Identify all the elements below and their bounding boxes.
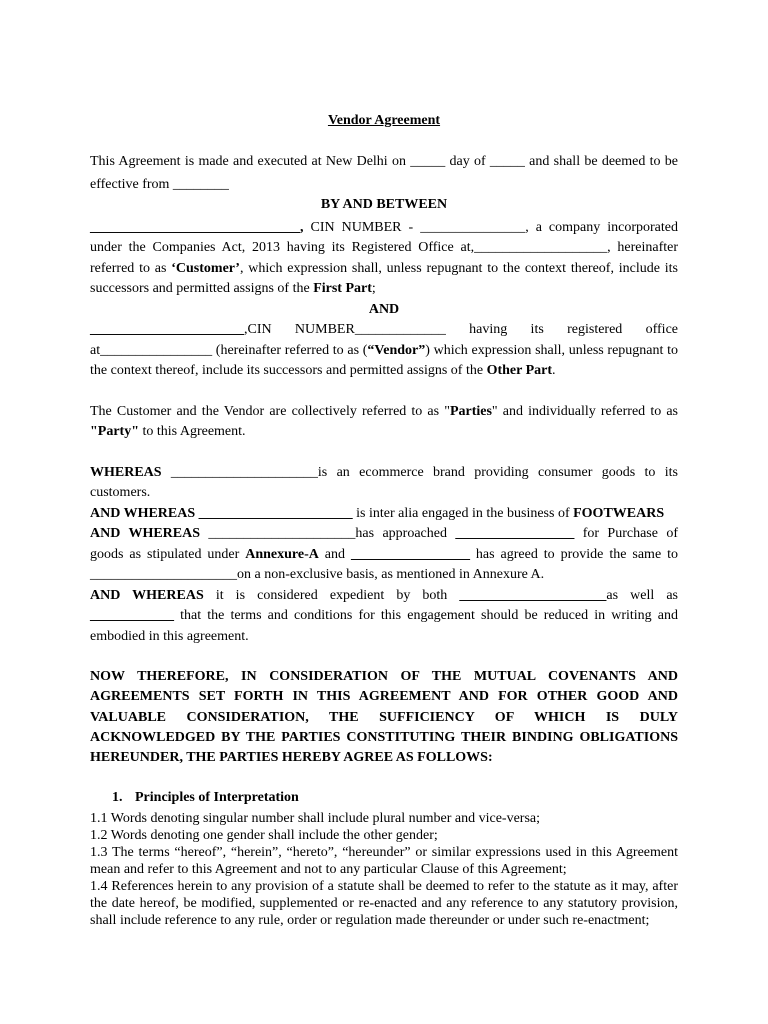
- party-vendor: ______________________,CIN NUMBER_____________ having its registered office at________________ (hereinafter referred to as (“Vendor”) which expression shall, unless repugnant to the context thereof, include its successors and permitted assigns of the Other Part.: [90, 322, 679, 378]
- interpretation-clauses: [90, 810, 678, 929]
- vendor-name-blank: ______________________: [90, 322, 244, 337]
- collective-reference: The Customer and the Vendor are collectively referred to as "Parties" and individually referred to as "Party" to this Agreement.: [90, 403, 678, 439]
- intro-line-2: effective from ________: [90, 176, 229, 192]
- document-title: Vendor Agreement: [327, 113, 441, 128]
- now-therefore-clause: NOW THEREFORE, IN CONSIDERATION OF THE MUTUAL COVENANTS AND AGREEMENTS SET FORTH IN THIS AGREEMENT AND FOR OTHER GOOD AND VALUABLE CONSIDERATION, THE SUFFICIENCY OF WHICH IS DULY ACKNOWLEDGED BY THE PARTIES CONSTITUTING THEIR BINDING OBLIGATIONS HEREUNDER, THE PARTIES HEREBY AGREE AS FOLLOWS:: [90, 669, 678, 766]
- section-heading-1: 1. Principles of Interpretation: [112, 790, 299, 806]
- other-part-term: Other Part: [486, 363, 553, 378]
- by-and-between: BY AND BETWEEN: [320, 196, 448, 212]
- clause-1-2: 1.2 Words denoting one gender shall include the other gender;: [90, 828, 438, 844]
- intro-line-1: This Agreement is made and executed at New Delhi on _____ day of _____ and shall be deemed to be: [90, 154, 678, 169]
- recital-4: AND WHEREAS it is considered expedient by both _____________________as well as ____________ that the terms and conditions for this engagement should be reduced in writing and embodied in this agreement.: [90, 587, 678, 644]
- and-separator: AND: [368, 301, 400, 317]
- document-body: [90, 111, 678, 929]
- party-customer: ______________________________, CIN NUMBER - _______________, a company incorporated under the Companies Act, 2013 having its Registered Office at,___________________, hereinafter referred to as ‘Customer’, which expression shall, unless repugnant to the context thereof, include its successors and permitted assigns of the First Part;: [90, 219, 679, 296]
- customer-term: ‘Customer’: [171, 260, 240, 276]
- recital-3: AND WHEREAS _____________________has approached _________________ for Purchase of goods as stipulated under Annexure-A and _________________ has agreed to provide the same to _____________________on a non-exclusive basis, as mentioned in Annexure A.: [90, 526, 679, 582]
- vendor-term: “Vendor”: [367, 342, 426, 358]
- clause-1-3: 1.3 The terms “hereof”, “herein”, “hereto”, “hereunder” or similar expressions used in this Agreement mean and refer to this Agreement and not to any particular Clause of this Agreement;: [90, 845, 678, 878]
- clause-1-1: 1.1 Words denoting singular number shall include plural number and vice-versa;: [90, 811, 541, 827]
- customer-name-blank: ______________________________,: [90, 219, 304, 235]
- first-part-term: First Part: [313, 281, 372, 296]
- party-term: "Party": [90, 424, 139, 439]
- recital-2: AND WHEREAS ______________________ is inter alia engaged in the business of FOOTWEARS: [90, 505, 665, 521]
- parties-term: Parties: [449, 403, 492, 419]
- clause-1-4: 1.4 References herein to any provision of a statute shall be deemed to refer to the statute as it may, after the date hereof, be modified, supplemented or re-enacted and any reference to any statutory provision, shall include reference to any rule, order or regulation made thereunder or under such re-enactment;: [90, 879, 678, 929]
- recital-1: WHEREAS _____________________is an ecommerce brand providing consumer goods to its customers.: [90, 464, 678, 500]
